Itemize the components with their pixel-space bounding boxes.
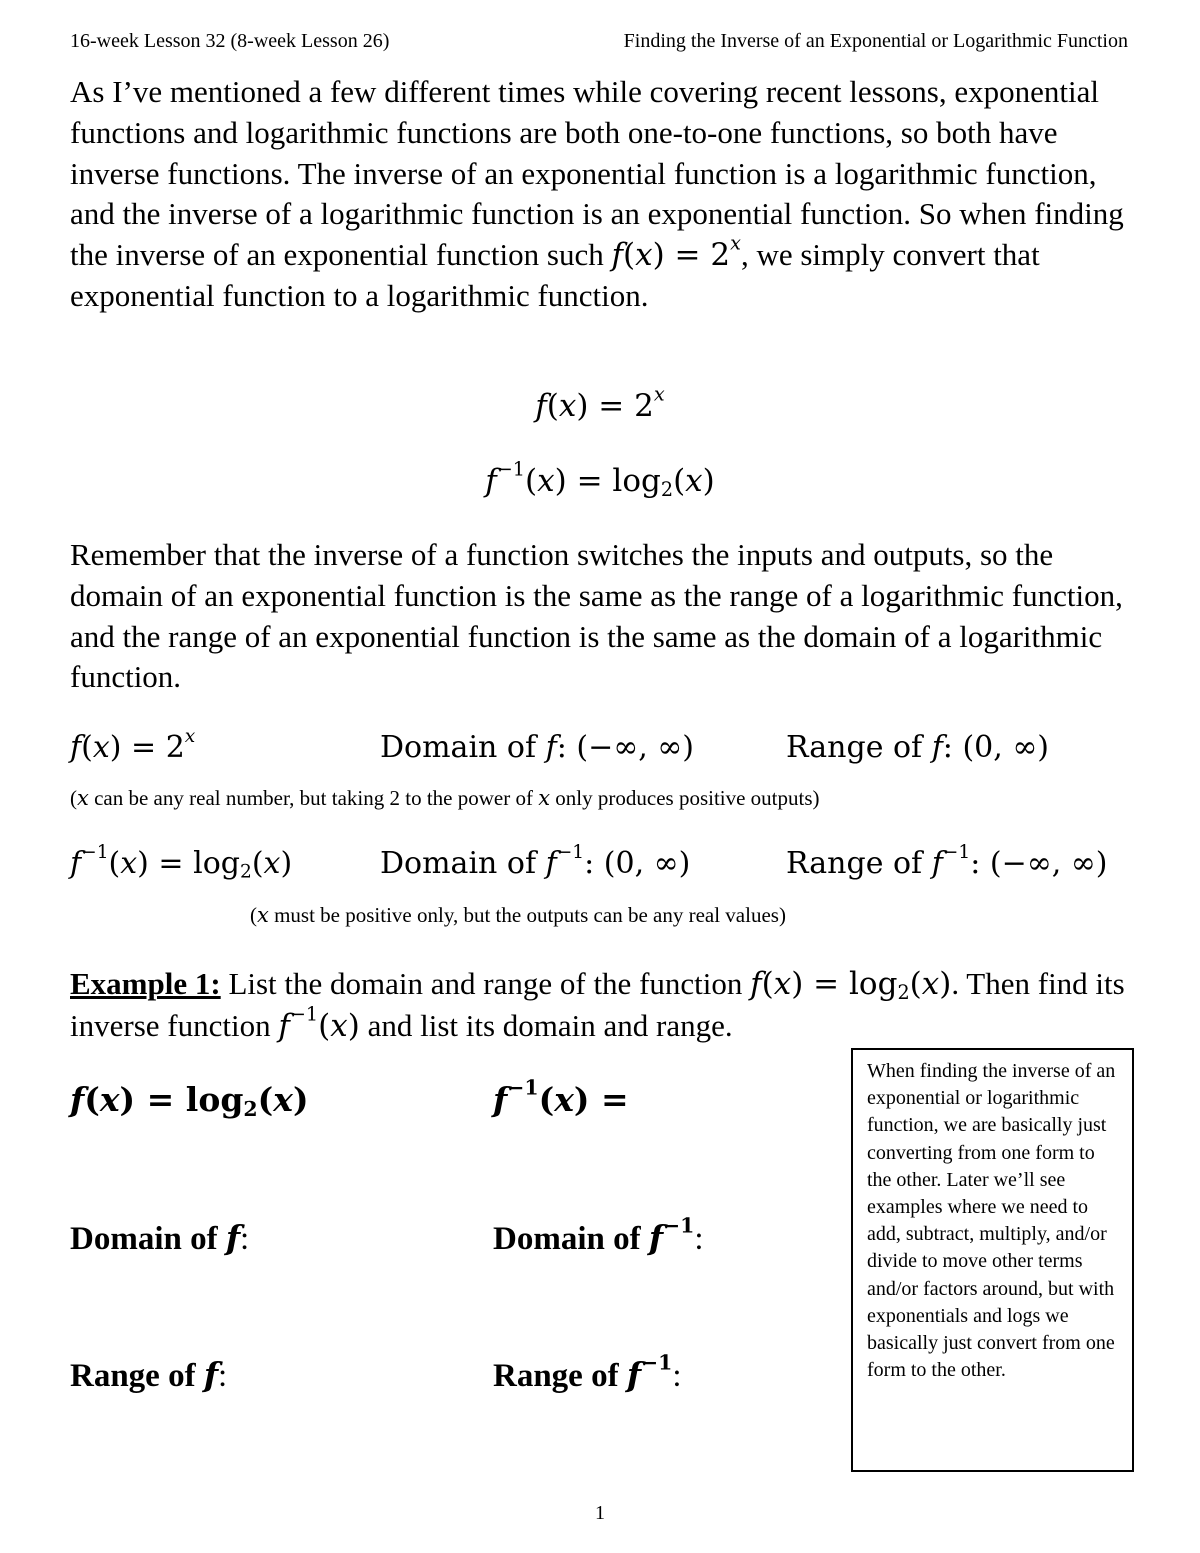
table-finv-domain: Domain of $f^{-1}$: (0, ∞) <box>380 842 691 881</box>
page-number: 1 <box>595 1502 605 1524</box>
table-finv-range: Range of $f^{-1}$: (−∞, ∞) <box>786 842 1108 881</box>
worksheet-domain-f: Domain of f: <box>70 1218 250 1257</box>
equation-f: $f(x) = 2^x$ <box>535 382 665 424</box>
table-finv-expression: $f^{-1}(x) = \log_2(x)$ <box>70 842 293 883</box>
header-lesson: 16-week Lesson 32 (8-week Lesson 26) <box>70 30 390 52</box>
equation-f-inverse: $f^{-1}(x) = \log_2(x)$ <box>485 457 715 501</box>
worksheet-f-inverse: $f^{-1}(x)$ = <box>493 1075 629 1119</box>
header-title: Finding the Inverse of an Exponential or Logarithmic Function <box>623 30 1128 52</box>
example-1-prompt: Example 1: List the domain and range of the function $f(x) = \log_2(x)$. Then find its inverse function $f^{-1}(x)$ and list its domain and range. <box>70 966 1125 1044</box>
remember-paragraph: Remember that the inverse of a function switches the inputs and outputs, so the domain of an exponential function is the same as the range of a logarithmic function, and the range of an exponential function is the same as the domain of a logarithmic function. <box>70 537 1123 695</box>
table-note-finv: (x must be positive only, but the outputs can be any real values) <box>250 903 786 927</box>
table-f-expression: $f(x) = 2^x$ <box>70 726 196 765</box>
worksheet-domain-finv: Domain of $f^{-1}$: <box>493 1213 704 1257</box>
example-1-title: Example 1: <box>70 966 221 1001</box>
intro-paragraph: As I’ve mentioned a few different times while covering recent lessons, exponential functions and logarithmic functions are both one-to-one functions, so both have inverse functions. The inverse of an exponential function is a logarithmic function, and the inverse of a logarithmic function is an exponential function. So when finding the inverse of an exponential function such $f(x) = 2^x$, we simply convert that exponential function to a logarithmic function. <box>70 74 1124 313</box>
table-f-domain: Domain of f: (−∞, ∞) <box>380 730 694 765</box>
table-note-f: (x can be any real number, but taking 2 to the power of x only produces positive outputs) <box>70 786 820 810</box>
worksheet-range-finv: Range of $f^{-1}$: <box>493 1350 682 1394</box>
worksheet-f: $f(x) = \log_2(x)$ <box>70 1080 309 1122</box>
worksheet-range-f: Range of f: <box>70 1355 228 1394</box>
table-f-range: Range of f: (0, ∞) <box>786 730 1050 765</box>
sidebar-note-box: When finding the inverse of an exponential or logarithmic function, we are basically just converting from one form to the other. Later we’ll see examples where we need to add, subtract, multiply, and/or divide to move other terms and/or factors around, but with exponentials and logs we basically just convert from one form to the other. <box>851 1048 1134 1472</box>
